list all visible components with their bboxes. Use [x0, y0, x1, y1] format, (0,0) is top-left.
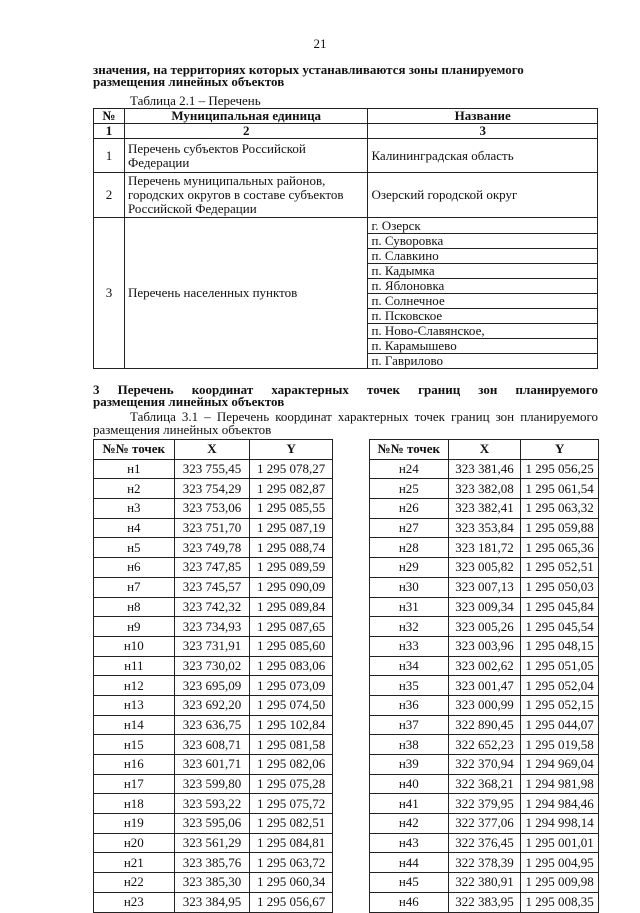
point-id: н29 [370, 558, 449, 578]
coord-x: 322 378,39 [448, 853, 521, 873]
point-id: н14 [94, 715, 175, 735]
point-id: н7 [94, 577, 175, 597]
row-number: 2 [94, 173, 125, 218]
point-id: н12 [94, 676, 175, 696]
coords-row [370, 577, 599, 597]
coords-row [94, 617, 333, 637]
point-id: н34 [370, 656, 449, 676]
point-id: н9 [94, 617, 175, 637]
coord-y: 1 295 056,67 [250, 892, 333, 912]
point-id: н6 [94, 558, 175, 578]
point-id: н22 [94, 873, 175, 893]
coord-x: 323 593,22 [174, 794, 250, 814]
coord-x: 322 890,45 [448, 715, 521, 735]
coord-x: 322 383,95 [448, 892, 521, 912]
settlement: п. Яблоновка [368, 279, 598, 294]
point-id: н41 [370, 794, 449, 814]
point-id: н16 [94, 755, 175, 775]
page-number: 21 [313, 36, 327, 51]
coords-row [370, 617, 599, 637]
column-number: 2 [124, 124, 367, 139]
header-cell: Муниципальная единица [124, 109, 367, 124]
coord-y: 1 295 084,81 [250, 833, 333, 853]
coords-row [94, 695, 333, 715]
coord-y: 1 295 082,06 [250, 755, 333, 775]
point-id: н31 [370, 597, 449, 617]
coord-x: 323 731,91 [174, 636, 250, 656]
point-id: н42 [370, 814, 449, 834]
coords-table-right [369, 439, 599, 913]
settlement: п. Суворовка [368, 234, 598, 249]
coord-y: 1 295 001,01 [521, 833, 599, 853]
coords-row [370, 892, 599, 912]
coords-row [94, 558, 333, 578]
coords-row [94, 577, 333, 597]
coord-x: 323 751,70 [174, 518, 250, 538]
table-row [94, 218, 598, 234]
coords-header-cell: X [448, 440, 521, 460]
coord-y: 1 295 045,54 [521, 617, 599, 637]
table-3-1-caption: Таблица 3.1 – Перечень координат характерных точек границ зон планируемого [130, 409, 598, 424]
municipal-unit: Перечень субъектов Российской Федерации [124, 139, 367, 173]
coord-x: 323 601,71 [174, 755, 250, 775]
header-cell: № [94, 109, 125, 124]
municipal-unit: Перечень муниципальных районов, городских округов в составе субъектов Российской Федерации [124, 173, 367, 218]
coords-row [370, 499, 599, 519]
point-id: н44 [370, 853, 449, 873]
table-number-row [94, 124, 598, 139]
coords-row [94, 715, 333, 735]
point-id: н38 [370, 735, 449, 755]
coords-row [370, 715, 599, 735]
coords-row [370, 853, 599, 873]
coord-x: 322 380,91 [448, 873, 521, 893]
point-id: н11 [94, 656, 175, 676]
row-number: 1 [94, 139, 125, 173]
coord-y: 1 295 061,54 [521, 479, 599, 499]
coord-y: 1 295 090,09 [250, 577, 333, 597]
point-id: н18 [94, 794, 175, 814]
coord-x: 323 749,78 [174, 538, 250, 558]
settlement: п. Гаврилово [368, 354, 598, 369]
point-id: н25 [370, 479, 449, 499]
row-number: 3 [94, 218, 125, 369]
settlement: п. Кадымка [368, 264, 598, 279]
column-number: 3 [368, 124, 598, 139]
point-id: н13 [94, 695, 175, 715]
coords-row [94, 794, 333, 814]
coords-row [94, 656, 333, 676]
coord-y: 1 295 089,84 [250, 597, 333, 617]
coords-header-cell: X [174, 440, 250, 460]
coords-row [370, 873, 599, 893]
coord-x: 323 561,29 [174, 833, 250, 853]
coord-x: 323 636,75 [174, 715, 250, 735]
coords-header-row [370, 440, 599, 460]
coords-row [94, 597, 333, 617]
coords-row [94, 479, 333, 499]
coord-y: 1 295 065,36 [521, 538, 599, 558]
coords-row [94, 774, 333, 794]
coord-y: 1 295 082,87 [250, 479, 333, 499]
point-id: н37 [370, 715, 449, 735]
coord-x: 323 734,93 [174, 617, 250, 637]
coord-x: 323 692,20 [174, 695, 250, 715]
coord-y: 1 295 082,51 [250, 814, 333, 834]
column-number: 1 [94, 124, 125, 139]
coords-row [94, 892, 333, 912]
coord-y: 1 294 984,46 [521, 794, 599, 814]
table-row [94, 173, 598, 218]
point-id: н8 [94, 597, 175, 617]
point-id: н36 [370, 695, 449, 715]
section-title: значения, на территориях которых устанавливаются зоны планируемого размещения линейных объектов [93, 62, 524, 89]
coord-x: 323 000,99 [448, 695, 521, 715]
coord-x: 323 695,09 [174, 676, 250, 696]
coord-y: 1 295 085,55 [250, 499, 333, 519]
table-2-1-caption: Таблица 2.1 – Перечень [130, 93, 261, 108]
coord-x: 323 753,06 [174, 499, 250, 519]
settlement: г. Озерск [368, 218, 598, 234]
point-id: н35 [370, 676, 449, 696]
coords-row [370, 479, 599, 499]
coords-header-cell: №№ точек [94, 440, 175, 460]
coords-row [94, 755, 333, 775]
coord-y: 1 295 063,72 [250, 853, 333, 873]
coords-row [94, 853, 333, 873]
settlement: п. Ново-Славянское, [368, 324, 598, 339]
point-id: н33 [370, 636, 449, 656]
coords-row [370, 755, 599, 775]
coords-row [94, 833, 333, 853]
coord-x: 323 005,26 [448, 617, 521, 637]
coords-row [94, 636, 333, 656]
coord-y: 1 295 088,74 [250, 538, 333, 558]
point-id: н3 [94, 499, 175, 519]
coords-row [370, 794, 599, 814]
coord-x: 323 747,85 [174, 558, 250, 578]
coords-row [370, 538, 599, 558]
coord-x: 322 368,21 [448, 774, 521, 794]
coords-row [370, 774, 599, 794]
coord-y: 1 294 998,14 [521, 814, 599, 834]
point-id: н1 [94, 459, 175, 479]
coord-x: 323 384,95 [174, 892, 250, 912]
settlement: п. Псковское [368, 309, 598, 324]
coords-row [94, 538, 333, 558]
settlement: п. Славкино [368, 249, 598, 264]
coords-row [94, 735, 333, 755]
coord-y: 1 295 074,50 [250, 695, 333, 715]
coord-x: 323 007,13 [448, 577, 521, 597]
point-id: н4 [94, 518, 175, 538]
coords-row [370, 676, 599, 696]
coord-y: 1 294 981,98 [521, 774, 599, 794]
coord-y: 1 295 052,15 [521, 695, 599, 715]
coord-x: 323 742,32 [174, 597, 250, 617]
point-id: н46 [370, 892, 449, 912]
section-3-heading: 3 Перечень координат характерных точек границ зон планируемого [93, 382, 598, 397]
coords-row [94, 459, 333, 479]
coords-row [94, 676, 333, 696]
point-id: н21 [94, 853, 175, 873]
coord-y: 1 295 050,03 [521, 577, 599, 597]
point-id: н39 [370, 755, 449, 775]
coord-y: 1 295 051,05 [521, 656, 599, 676]
coord-x: 323 595,06 [174, 814, 250, 834]
coord-y: 1 295 063,32 [521, 499, 599, 519]
coord-x: 323 745,57 [174, 577, 250, 597]
settlement: п. Солнечное [368, 294, 598, 309]
coord-y: 1 295 085,60 [250, 636, 333, 656]
coords-row [370, 814, 599, 834]
coord-y: 1 295 087,19 [250, 518, 333, 538]
coords-row [370, 636, 599, 656]
coord-x: 323 754,29 [174, 479, 250, 499]
table-header-row [94, 109, 598, 124]
table-2-1 [93, 108, 598, 369]
coord-x: 322 652,23 [448, 735, 521, 755]
coords-row [370, 518, 599, 538]
coords-row [370, 735, 599, 755]
coord-y: 1 295 008,35 [521, 892, 599, 912]
coord-y: 1 295 102,84 [250, 715, 333, 735]
coords-header-cell: Y [521, 440, 599, 460]
coord-x: 323 382,41 [448, 499, 521, 519]
coord-y: 1 295 056,25 [521, 459, 599, 479]
coord-y: 1 295 060,34 [250, 873, 333, 893]
coord-y: 1 294 969,04 [521, 755, 599, 775]
coord-y: 1 295 073,09 [250, 676, 333, 696]
point-id: н5 [94, 538, 175, 558]
coord-x: 323 385,76 [174, 853, 250, 873]
point-id: н15 [94, 735, 175, 755]
table-3-1-caption-cont: размещения линейных объектов [93, 422, 272, 437]
coord-y: 1 295 004,95 [521, 853, 599, 873]
coords-row [94, 499, 333, 519]
coord-y: 1 295 045,84 [521, 597, 599, 617]
point-id: н10 [94, 636, 175, 656]
coords-row [94, 873, 333, 893]
point-id: н20 [94, 833, 175, 853]
point-id: н43 [370, 833, 449, 853]
coord-x: 323 003,96 [448, 636, 521, 656]
coord-y: 1 295 044,07 [521, 715, 599, 735]
coords-table-left [93, 439, 333, 913]
coord-y: 1 295 075,28 [250, 774, 333, 794]
coord-y: 1 295 081,58 [250, 735, 333, 755]
coord-y: 1 295 052,51 [521, 558, 599, 578]
coord-x: 323 755,45 [174, 459, 250, 479]
coord-x: 323 382,08 [448, 479, 521, 499]
coord-x: 322 376,45 [448, 833, 521, 853]
coord-x: 322 377,06 [448, 814, 521, 834]
coord-y: 1 295 075,72 [250, 794, 333, 814]
coords-row [370, 459, 599, 479]
point-id: н30 [370, 577, 449, 597]
coord-y: 1 295 087,65 [250, 617, 333, 637]
coord-x: 323 385,30 [174, 873, 250, 893]
coord-y: 1 295 019,58 [521, 735, 599, 755]
coords-row [94, 814, 333, 834]
coord-x: 323 181,72 [448, 538, 521, 558]
point-id: н2 [94, 479, 175, 499]
point-id: н19 [94, 814, 175, 834]
point-id: н40 [370, 774, 449, 794]
point-id: н17 [94, 774, 175, 794]
point-id: н45 [370, 873, 449, 893]
coord-x: 322 379,95 [448, 794, 521, 814]
coord-x: 323 001,47 [448, 676, 521, 696]
coords-row [370, 656, 599, 676]
point-id: н24 [370, 459, 449, 479]
point-id: н23 [94, 892, 175, 912]
coords-row [370, 558, 599, 578]
coord-x: 322 370,94 [448, 755, 521, 775]
unit-name: Калининградская область [368, 139, 598, 173]
coord-y: 1 295 048,15 [521, 636, 599, 656]
coord-x: 323 599,80 [174, 774, 250, 794]
section-3-heading-cont: размещения линейных объектов [93, 394, 285, 409]
settlement: п. Карамышево [368, 339, 598, 354]
coord-y: 1 295 009,98 [521, 873, 599, 893]
coords-row [94, 518, 333, 538]
header-cell: Название [368, 109, 598, 124]
coord-x: 323 009,34 [448, 597, 521, 617]
coord-y: 1 295 059,88 [521, 518, 599, 538]
coord-y: 1 295 052,04 [521, 676, 599, 696]
municipal-unit: Перечень населенных пунктов [124, 218, 367, 369]
coord-x: 323 002,62 [448, 656, 521, 676]
coord-y: 1 295 089,59 [250, 558, 333, 578]
coord-x: 323 730,02 [174, 656, 250, 676]
coords-header-cell: Y [250, 440, 333, 460]
table-row [94, 139, 598, 173]
coords-row [370, 695, 599, 715]
coord-x: 323 381,46 [448, 459, 521, 479]
point-id: н26 [370, 499, 449, 519]
coords-row [370, 833, 599, 853]
coords-header-row [94, 440, 333, 460]
coord-x: 323 608,71 [174, 735, 250, 755]
coord-y: 1 295 083,06 [250, 656, 333, 676]
coords-header-cell: №№ точек [370, 440, 449, 460]
coord-x: 323 353,84 [448, 518, 521, 538]
point-id: н27 [370, 518, 449, 538]
coord-x: 323 005,82 [448, 558, 521, 578]
coord-y: 1 295 078,27 [250, 459, 333, 479]
point-id: н32 [370, 617, 449, 637]
point-id: н28 [370, 538, 449, 558]
coords-row [370, 597, 599, 617]
unit-name: Озерский городской округ [368, 173, 598, 218]
